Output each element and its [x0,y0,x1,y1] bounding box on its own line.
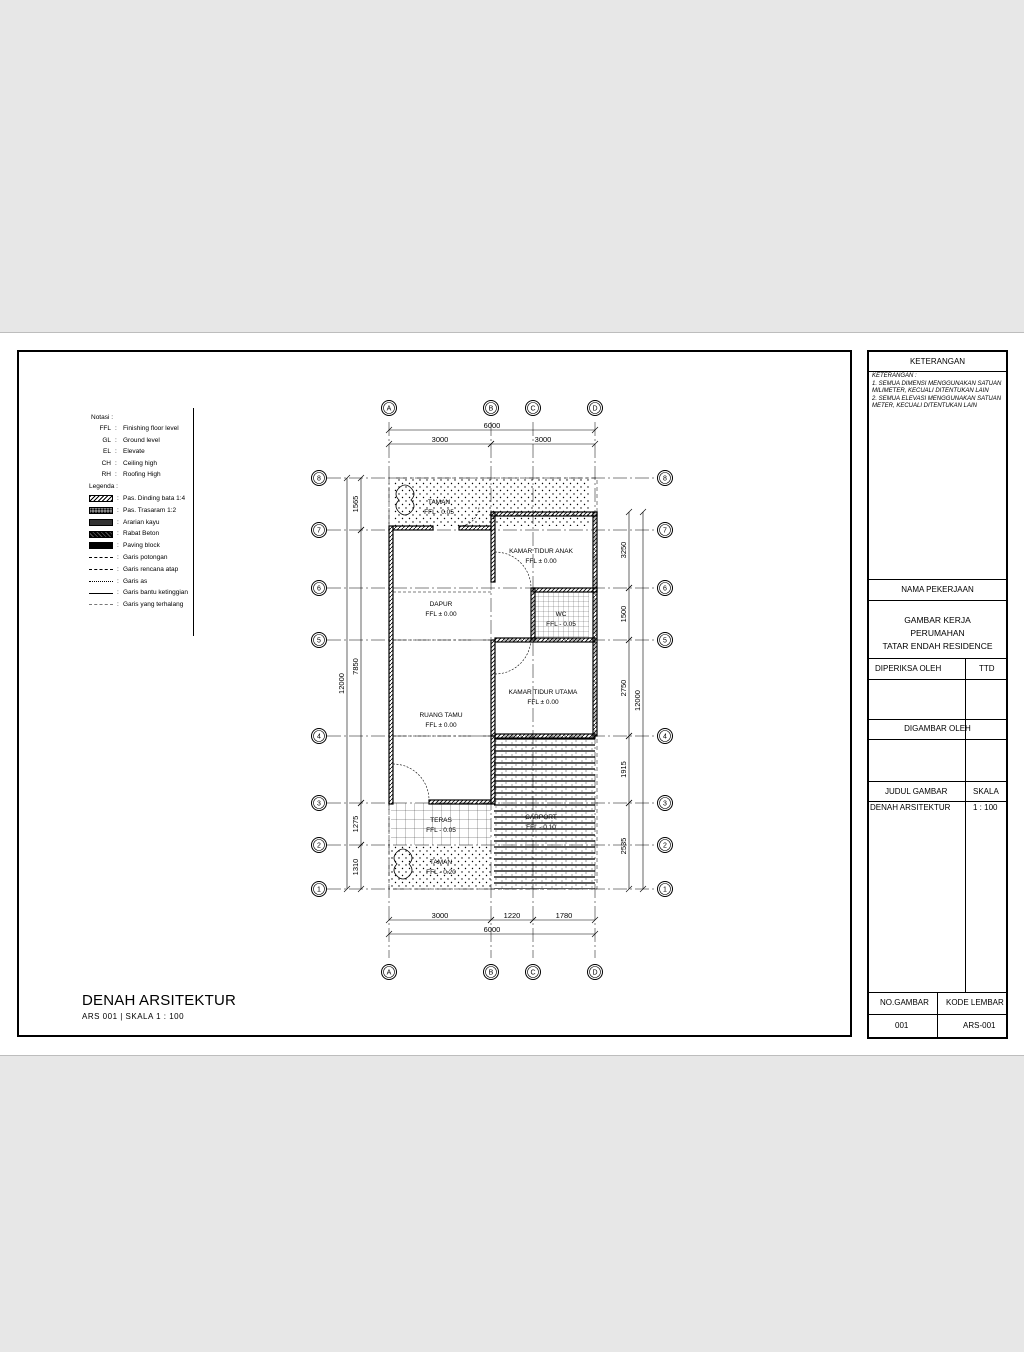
grid-label: 6 [663,585,667,593]
room-level: FFL ± 0.00 [527,699,559,706]
dimension-label: 1220 [503,911,521,920]
keterangan-notes: KETERANGAN : 1. SEMUA DIMENSI MENGGUNAKAN SATUAN MILIMETER, KECUALI DITENTUKAN LAIN 2. SEMUA ELEVASI MENGGUNAKAN SATUAN METER, KECUALI DITENTUKAN LAIN [869,371,1006,580]
grid-label: 6 [317,585,321,593]
project-line-3: TATAR ENDAH RESIDENCE [882,641,993,651]
room-level: FFL ± 0.00 [425,611,457,618]
dimension-label: 12000 [633,690,642,711]
legend-text: Garis rencana atap [123,565,179,573]
dimension-label: 1780 [555,911,573,920]
notation-code: CH [101,459,111,467]
digambar-label: DIGAMBAR OLEH [869,719,1006,740]
dimension-label: 2535 [619,837,628,855]
signature-row [869,679,1006,720]
plan-title: DENAH ARSITEKTUR [82,992,237,1009]
grid-label: B [488,405,494,413]
legend-text: Ararian kayu [123,518,160,526]
notation-code: FFL [99,425,111,433]
grid-label: 3 [317,800,321,808]
legend-text: Garis bantu ketinggian [123,589,189,597]
legend-title: Legenda : [89,483,118,491]
grid-label: 1 [317,886,321,894]
room-label [419,712,462,729]
legend-text: Garis yang terhalang [123,601,184,609]
drawing-sheet [0,332,1024,1056]
dimension-label: 2750 [619,679,628,697]
legend-text: Garis as [123,577,148,585]
grid-label: 2 [317,842,321,850]
grid-label: 7 [317,527,321,535]
grid-label: 3 [663,800,667,808]
dimension-label: 1565 [351,495,360,513]
grid-label: C [530,969,536,977]
room-level: FFL - 0.20 [426,869,456,876]
grid-label: 5 [317,637,321,645]
judul-value-row [869,801,1006,993]
dimension-label: 7850 [351,658,360,675]
legend-item: : Paving block [89,540,188,552]
notation-code: EL [103,448,111,456]
judul-label: JUDUL GAMBAR [885,787,948,796]
title-block [867,350,1008,1039]
kode-lembar-label: KODE LEMBAR [946,998,1004,1007]
project-line-1: GAMBAR KERJA [904,615,971,625]
room-name: RUANG TAMU [419,712,463,719]
kode-lembar-value: ARS-001 [963,1021,996,1030]
legend-item: : Ararian kayu [89,516,188,528]
room-level: FFL - 0.05 [546,621,576,628]
legend-item: : Pas. Trasaram 1:2 [89,505,188,517]
legend-text: Pas. Trasaram 1:2 [123,506,177,514]
dimension-label: 1500 [619,605,628,623]
grid-label: A [386,969,392,977]
notation-title: Notasi : [91,414,114,421]
notation-item: RH : Roofing High [89,469,188,480]
dimension-label: 1915 [619,761,628,778]
room-name: TAMAN [427,499,451,506]
grid-label: D [592,405,598,413]
grid-label: 2 [663,842,667,850]
teras-tile-area [391,803,491,845]
nama-pekerjaan-header: NAMA PEKERJAAN [869,580,1006,601]
notation-text: Finishing floor level [123,425,179,433]
legend-text: Paving block [123,542,160,550]
notation-code: RH [101,471,111,479]
grid-label: 1 [663,886,667,894]
grid-label: 7 [663,527,667,535]
room-name: WC [555,611,567,618]
grid-label: 8 [317,475,321,483]
legend-text: Rabat Beton [123,530,160,538]
ttd-label: TTD [979,664,995,673]
grid-label: 5 [663,637,667,645]
legend-item: : Garis yang terhalang [89,599,188,611]
legend-item: : Garis as [89,575,188,587]
room-label [425,601,457,618]
legend-item: : Pas. Dinding bata 1:4 [89,493,188,505]
grid-label: D [592,969,598,977]
dimension-label: 1310 [351,858,360,876]
room-name: DAPUR [429,601,453,608]
judul-value: DENAH ARSITEKTUR [870,803,951,812]
grid-label: 8 [663,475,667,483]
judul-row [869,781,1006,802]
dimension-label: 6000 [483,421,501,430]
taman-bottom-area [391,845,491,889]
room-name: TAMAN [429,859,453,866]
dimension-label: 3250 [619,541,628,559]
room-name: KAMAR TIDUR ANAK [509,548,573,555]
skala-value: 1 : 100 [973,803,998,812]
grid-label: C [530,405,536,413]
digambar-value [869,739,1006,782]
skala-label: SKALA [973,787,999,796]
dimension-label: 3000 [431,435,449,444]
grid-label: A [386,405,392,413]
dimension-label: 1275 [351,815,360,833]
grid-label: 4 [663,733,667,741]
room-name: KAMAR TIDUR UTAMA [508,689,578,696]
floor-plan [19,352,850,1035]
room-level: FFL - 0.05 [424,509,454,516]
no-gambar-label: NO.GAMBAR [880,998,929,1007]
legend-item: : Rabat Beton [89,528,188,540]
dimension-label: 6000 [483,925,501,934]
keterangan-header: KETERANGAN [869,352,1006,372]
room-level: FFL ± 0.00 [525,558,557,565]
no-gambar-value: 001 [895,1021,909,1030]
legend-item: : Garis bantu ketinggian [89,587,188,599]
dimension-label: 12000 [337,673,346,694]
room-level: FFL - 0.05 [426,827,456,834]
notation-item: CH : Ceiling high [89,458,188,469]
room-level: FFL ± 0.00 [425,722,457,729]
ttd-divider [965,659,966,781]
notation-item: EL : Elevate [89,446,188,457]
kode-divider [937,992,938,1037]
notation-text: Roofing High [123,471,161,479]
legend-text: Pas. Dinding bata 1:4 [123,495,186,503]
project-line-2: PERUMAHAN [910,628,965,638]
dimension-label: 3000 [431,911,449,920]
nama-pekerjaan-value [869,600,1006,659]
notation-text: Elevate [123,448,145,456]
notation-text: Ceiling high [123,459,157,467]
room-level: FFL - 0.10 [526,824,556,831]
notation-text: Ground level [123,436,160,444]
grid-label: 4 [317,733,321,741]
room-label [509,689,578,706]
grid-label: B [488,969,494,977]
dimension-label: 3000 [534,435,552,444]
legend-text: Garis potongan [123,554,168,562]
notation-item: GL : Ground level [89,435,188,446]
carport-paving-area [494,736,595,889]
room-name: CARPORT [525,814,557,821]
plan-subtitle: ARS 001 | SKALA 1 : 100 [82,1012,185,1021]
diperiksa-row [869,659,1006,680]
drawing-frame [17,350,852,1037]
notation-item: FFL : Finishing floor level [89,423,188,434]
room-name: TERAS [430,817,452,824]
legend-item: : Garis potongan [89,552,188,564]
notation-code: GL [102,436,111,444]
skala-divider [965,781,966,992]
legend-item: : Garis rencana atap [89,564,188,576]
room-label [509,548,573,565]
diperiksa-label: DIPERIKSA OLEH [875,664,942,673]
